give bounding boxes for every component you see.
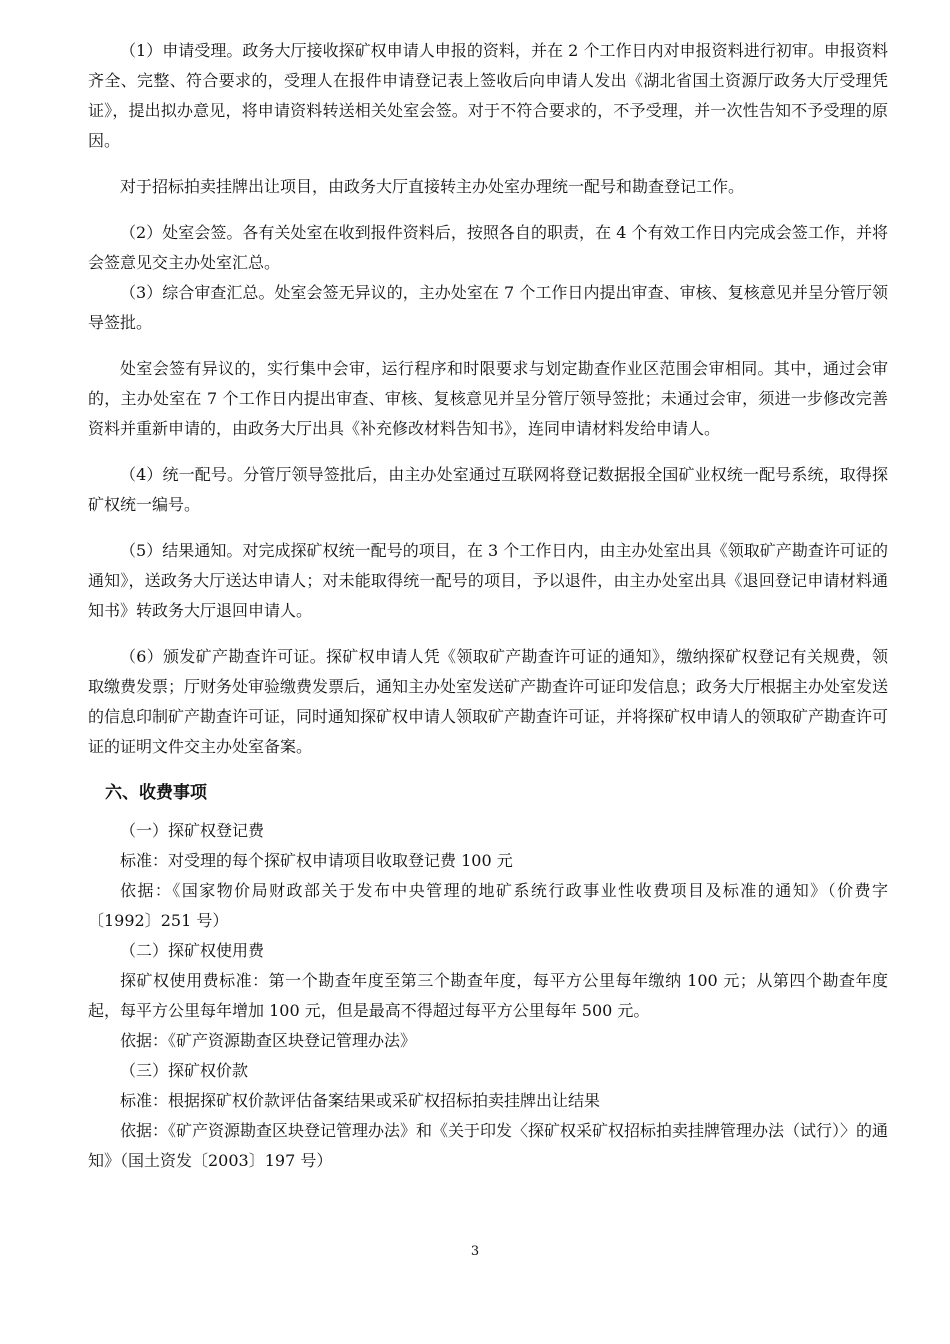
fee-registration-basis: 依据：《国家物价局财政部关于发布中央管理的地矿系统行政事业性收费项目及标准的通知》（价费字〔1992〕251 号） bbox=[88, 881, 888, 930]
paragraph-result-notice: （5）结果通知。对完成探矿权统一配号的项目，在 3 个工作日内，由主办处室出具《领取矿产勘查许可证的通知》，送政务大厅送达申请人；对未能取得统一配号的项目，予以退件，由主办处室出具《退回登记申请材料通知书》转政务大厅退回申请人。 bbox=[88, 541, 888, 620]
fee-usage-basis: 依据：《矿产资源勘查区块登记管理办法》 bbox=[120, 1031, 417, 1050]
paragraph-comprehensive-review: （3）综合审查汇总。处室会签无异议的，主办处室在 7 个工作日内提出审查、审核、复核意见并呈分管厅领导签批。 bbox=[88, 283, 888, 332]
fee-price-title: （三）探矿权价款 bbox=[120, 1061, 249, 1080]
section-heading-fees: 六、收费事项 bbox=[105, 783, 207, 803]
fee-price-standard: 标准：根据探矿权价款评估备案结果或采矿权招标拍卖挂牌出让结果 bbox=[120, 1091, 601, 1110]
paragraph-auction-projects: 对于招标拍卖挂牌出让项目，由政务大厅直接转主办处室办理统一配号和勘查登记工作。 bbox=[120, 177, 745, 196]
document-body bbox=[88, 36, 888, 1176]
paragraph-department-countersign: （2）处室会签。各有关处室在收到报件资料后，按照各自的职责，在 4 个有效工作日内完成会签工作，并将会签意见交主办处室汇总。 bbox=[88, 223, 888, 272]
fee-usage-standard: 探矿权使用费标准：第一个勘查年度至第三个勘查年度，每平方公里每年缴纳 100 元；从第四个勘查年度起，每平方公里每年增加 100 元，但是最高不得超过每平方公里每年 500 元。 bbox=[88, 971, 888, 1020]
paragraph-application-acceptance: （1）申请受理。政务大厅接收探矿权申请人申报的资料，并在 2 个工作日内对申报资料进行初审。申报资料齐全、完整、符合要求的，受理人在报件申请登记表上签收后向申请人发出《湖北省国土资源厅政务大厅受理凭证》，提出拟办意见，将申请资料转送相关处室会签。对于不符合要求的，不予受理，并一次性告知不予受理的原因。 bbox=[88, 41, 888, 150]
fee-registration-title: （一）探矿权登记费 bbox=[120, 821, 265, 840]
fee-price-basis: 依据：《矿产资源勘查区块登记管理办法》和《关于印发〈探矿权采矿权招标拍卖挂牌管理办法（试行）〉的通知》（国土资发〔2003〕197 号） bbox=[88, 1121, 889, 1170]
paragraph-joint-review: 处室会签有异议的，实行集中会审，运行程序和时限要求与划定勘查作业区范围会审相同。其中，通过会审的，主办处室在 7 个工作日内提出审查、审核、复核意见并呈分管厅领导签批；未通过会审，须进一步修改完善资料并重新申请的，由政务大厅出具《补充修改材料告知书》，连同申请材料发给申请人。 bbox=[88, 359, 888, 438]
page-number: 3 bbox=[470, 1244, 480, 1259]
paragraph-license-issuance: （6）颁发矿产勘查许可证。探矿权申请人凭《领取矿产勘查许可证的通知》，缴纳探矿权登记有关规费，领取缴费发票；厅财务处审验缴费发票后，通知主办处室发送矿产勘查许可证印发信息；政务大厅根据主办处室发送的信息印制矿产勘查许可证，同时通知探矿权申请人领取矿产勘查许可证，并将探矿权申请人的领取矿产勘查许可证的证明文件交主办处室备案。 bbox=[88, 647, 889, 756]
paragraph-unified-numbering: （4）统一配号。分管厅领导签批后，由主办处室通过互联网将登记数据报全国矿业权统一配号系统，取得探矿权统一编号。 bbox=[88, 465, 888, 514]
fee-usage-title: （二）探矿权使用费 bbox=[120, 941, 265, 960]
fee-registration-standard: 标准：对受理的每个探矿权申请项目收取登记费 100 元 bbox=[120, 851, 513, 870]
